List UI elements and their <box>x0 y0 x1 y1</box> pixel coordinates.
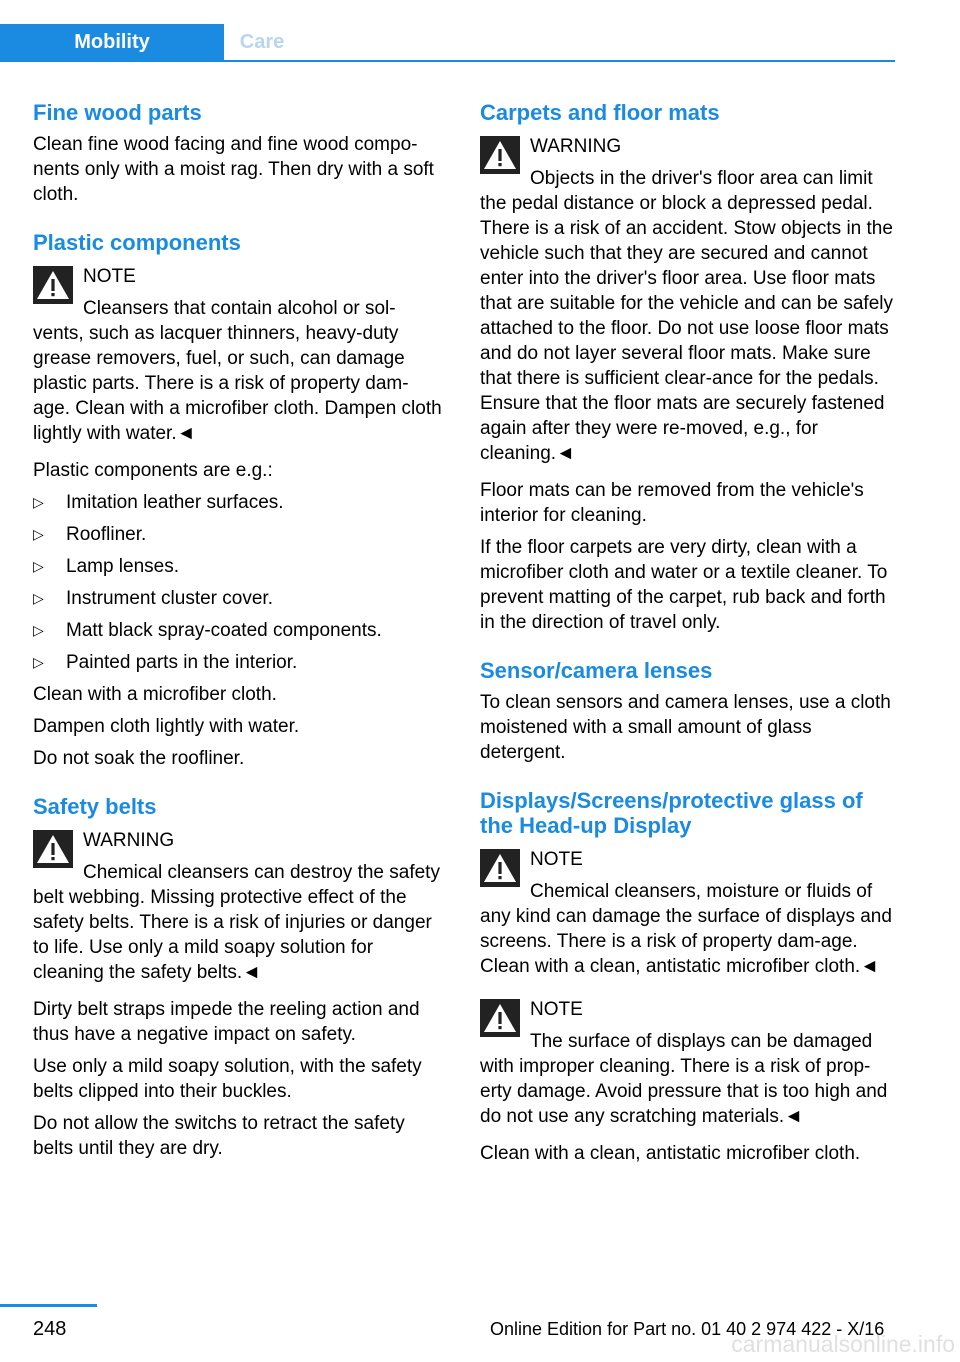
triangle-bullet-icon: ▷ <box>33 654 44 670</box>
warning-triangle-icon <box>33 266 73 304</box>
note-text: Cleansers that contain alcohol or sol-vents, such as lacquer thinners, heavy-duty grease removers, fuel, or such, can damage plastic parts. There is a risk of property dam-age. Clean with a microfiber cloth. Dampen cloth lightly with water.◄ <box>33 298 442 444</box>
plastic-after-1: Clean with a microfiber cloth. <box>33 684 277 705</box>
heading-sensor-lenses: Sensor/camera lenses <box>480 658 713 683</box>
sensor-text: To clean sensors and camera lenses, use a cloth moistened with a small amount of glass detergent. <box>480 692 891 763</box>
note-label: NOTE <box>530 849 583 870</box>
right-column <box>480 100 895 1166</box>
header-rule <box>0 60 895 62</box>
watermark: carmanualsonline.info <box>731 1331 955 1357</box>
list-item: ▷ Matt black spray-coated components. <box>33 620 382 641</box>
belts-warning <box>33 828 443 985</box>
fine-wood-text: Clean fine wood facing and fine wood compo-nents only with a moist rag. Then dry with a soft cloth. <box>33 134 434 205</box>
heading-fine-wood: Fine wood parts <box>33 100 202 125</box>
displays-note-2 <box>480 997 895 1129</box>
list-item: ▷ Roofliner. <box>33 524 147 545</box>
triangle-bullet-icon: ▷ <box>33 558 44 574</box>
warning-label: WARNING <box>83 830 175 851</box>
tab-mobility[interactable]: Mobility <box>0 24 224 60</box>
carpets-text-2: If the floor carpets are very dirty, clean with a microfiber cloth and water or a textile cleaner. To prevent matting of the carpet, rub back and forth in the direction of travel only. <box>480 537 888 633</box>
list-item: ▷ Imitation leather surfaces. <box>33 492 284 513</box>
belts-text-2: Use only a mild soapy solution, with the safety belts clipped into their buckles. <box>33 1056 422 1102</box>
warning-triangle-icon <box>480 136 520 174</box>
note-label: NOTE <box>530 999 583 1020</box>
heading-displays: Displays/Screens/protective glass of the Head-up Display <box>480 788 863 838</box>
heading-safety-belts: Safety belts <box>33 794 157 819</box>
belts-text-1: Dirty belt straps impede the reeling action and thus have a negative impact on safety. <box>33 999 420 1045</box>
list-item: ▷ Instrument cluster cover. <box>33 588 273 609</box>
footer-rule <box>0 1304 97 1307</box>
triangle-bullet-icon: ▷ <box>33 622 44 638</box>
plastic-note <box>33 264 443 446</box>
displays-note-1 <box>480 847 895 979</box>
triangle-bullet-icon: ▷ <box>33 590 44 606</box>
triangle-bullet-icon: ▷ <box>33 526 44 542</box>
note-label: NOTE <box>83 266 136 287</box>
plastic-after-3: Do not soak the roofliner. <box>33 748 245 769</box>
warning-label: WARNING <box>530 136 622 157</box>
warning-text: Chemical cleansers can destroy the safety belt webbing. Missing protective effect of the safety belts. There is a risk of injuries or danger to life. Use only a mild soapy solution for cleaning the safety belts.◄ <box>33 862 440 983</box>
warning-text: Objects in the driver's floor area can limit the pedal distance or block a depressed pedal. There is a risk of an accident. Stow objects in the vehicle such that they are secured and cannot enter into the driver's floor area. Use floor mats that are suitable for the vehicle and can be safely attached to the floor. Do not use loose floor mats and do not layer several floor mats. Make sure that there is sufficient clear-ance for the pedals. Ensure that the floor mats are securely fastened again after they were re-moved, e.g., for cleaning.◄ <box>480 168 893 464</box>
note-text: Chemical cleansers, moisture or fluids of any kind can damage the surface of displays and screens. There is a risk of property dam-age. Clean with a clean, antistatic microfiber cloth.◄ <box>480 881 892 977</box>
edition-text: Online Edition for Part no. 01 40 2 974 422 - X/16 <box>490 1319 885 1339</box>
carpets-text-1: Floor mats can be removed from the vehicle's interior for cleaning. <box>480 480 864 526</box>
list-item: ▷ Painted parts in the interior. <box>33 652 298 673</box>
plastic-after-2: Dampen cloth lightly with water. <box>33 716 300 737</box>
warning-triangle-icon <box>480 849 520 887</box>
heading-plastic: Plastic components <box>33 230 241 255</box>
page-number: 248 <box>33 1318 67 1340</box>
plastic-intro: Plastic components are e.g.: <box>33 460 273 481</box>
displays-text: Clean with a clean, antistatic microfiber cloth. <box>480 1143 861 1164</box>
triangle-bullet-icon: ▷ <box>33 494 44 510</box>
chapter-header <box>0 24 895 62</box>
list-item: ▷ Lamp lenses. <box>33 556 180 577</box>
belts-text-3: Do not allow the switchs to retract the safety belts until they are dry. <box>33 1113 405 1159</box>
warning-triangle-icon <box>480 999 520 1037</box>
warning-triangle-icon <box>33 830 73 868</box>
heading-carpets: Carpets and floor mats <box>480 100 720 125</box>
carpets-warning <box>480 134 895 466</box>
tab-care[interactable]: Care <box>239 31 285 53</box>
note-text: The surface of displays can be damaged with improper cleaning. There is a risk of prop-erty damage. Avoid pressure that is too high and do not use any scratching materials.◄ <box>480 1031 888 1127</box>
left-column <box>33 100 443 1161</box>
plastic-list <box>33 490 443 675</box>
